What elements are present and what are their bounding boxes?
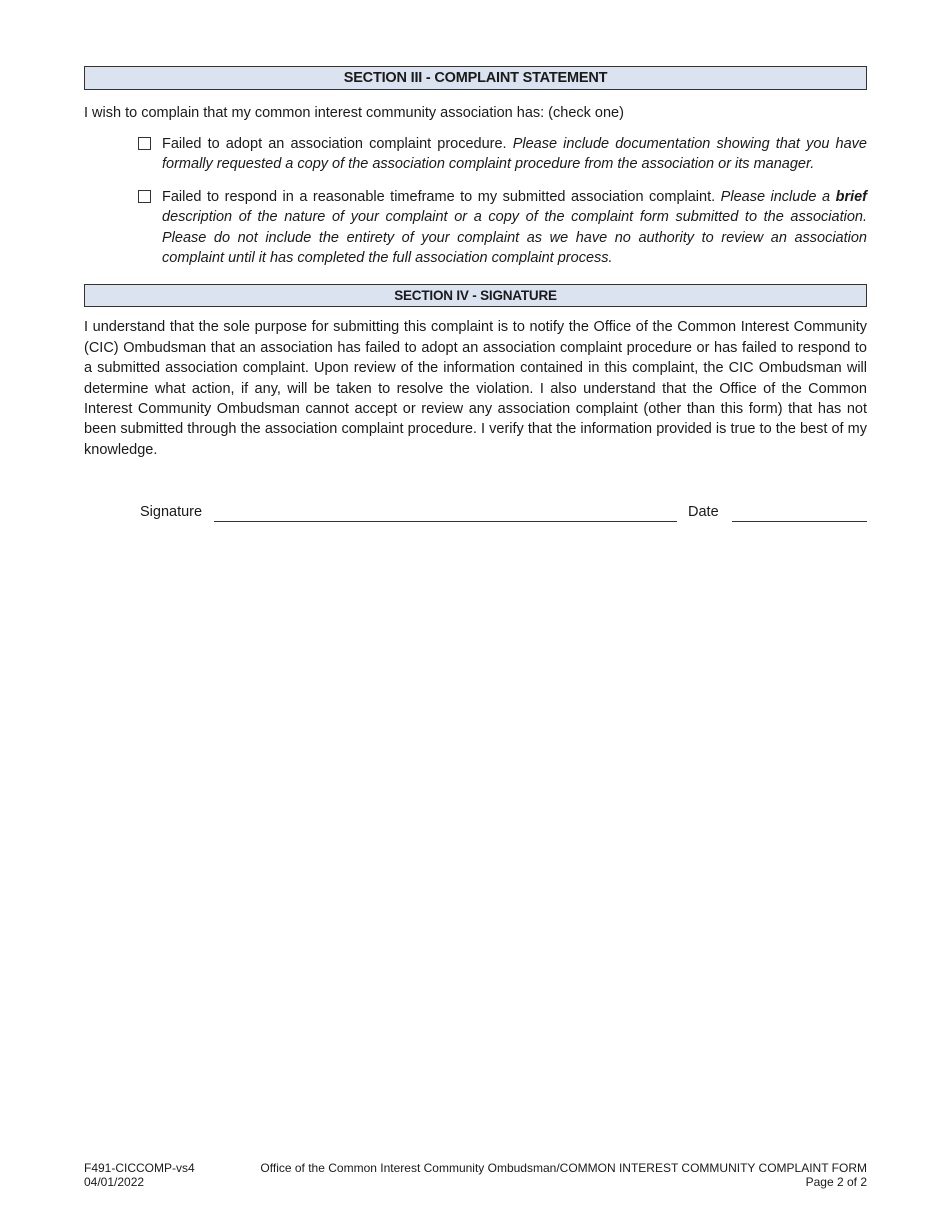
footer-title: Office of the Common Interest Community Ombudsman/COMMON INTEREST COMMUNITY COMPLAINT FORM: [260, 1161, 867, 1175]
section-4-header: SECTION IV - SIGNATURE: [84, 284, 867, 307]
signature-label: Signature: [140, 504, 203, 521]
option-no-response: [138, 187, 867, 269]
option-no-procedure-text: Failed to adopt an association complaint procedure.: [162, 136, 507, 152]
footer-form-info: [84, 1161, 195, 1189]
date-field[interactable]: [732, 521, 867, 522]
footer-form-id: F491-CICCOMP-vs4: [84, 1161, 195, 1175]
option-no-procedure: [138, 134, 867, 175]
option-no-response-note-end: description of the nature of your complaint or a copy of the complaint form submitted to the association. Please do not include the entirety of your complaint as we have no authority to review an association complaint until it has completed the full association complaint process.: [162, 209, 867, 267]
signature-row: [84, 504, 867, 528]
footer-page-number: Page 2 of 2: [805, 1175, 867, 1189]
footer-title-block: [260, 1161, 867, 1189]
checkbox-no-procedure[interactable]: [138, 137, 151, 150]
section-3-header: SECTION III - COMPLAINT STATEMENT: [84, 66, 867, 90]
checkbox-no-response[interactable]: [138, 190, 151, 203]
footer-form-date: 04/01/2022: [84, 1175, 145, 1189]
signature-statement: I understand that the sole purpose for submitting this complaint is to notify the Office of the Common Interest Community (CIC) Ombudsman that an association has failed to adopt an association complaint procedure or has failed to respond to a submitted association complaint. Upon review of the information contained in this complaint, the CIC Ombudsman will determine what action, if any, will be taken to resolve the violation. I also understand that the Office of the Common Interest Community Ombudsman cannot accept or review any association complaint (other than this form) that has not been submitted through the association complaint procedure. I verify that the information provided is true to the best of my knowledge.: [84, 319, 867, 458]
form-page: [84, 66, 867, 528]
option-no-response-note-bold: brief: [835, 188, 868, 205]
option-no-response-note-start: Please include a: [720, 188, 831, 205]
date-label: Date: [688, 504, 719, 521]
signature-field[interactable]: [214, 521, 677, 522]
complaint-intro: I wish to complain that my common interest community association has: (check one): [84, 105, 624, 121]
option-no-procedure-note: Please include documentation showing that you have formally requested a copy of the association complaint procedure from the association or its manager.: [162, 136, 868, 173]
option-no-response-text: Failed to respond in a reasonable timeframe to my submitted association complaint.: [162, 188, 716, 205]
